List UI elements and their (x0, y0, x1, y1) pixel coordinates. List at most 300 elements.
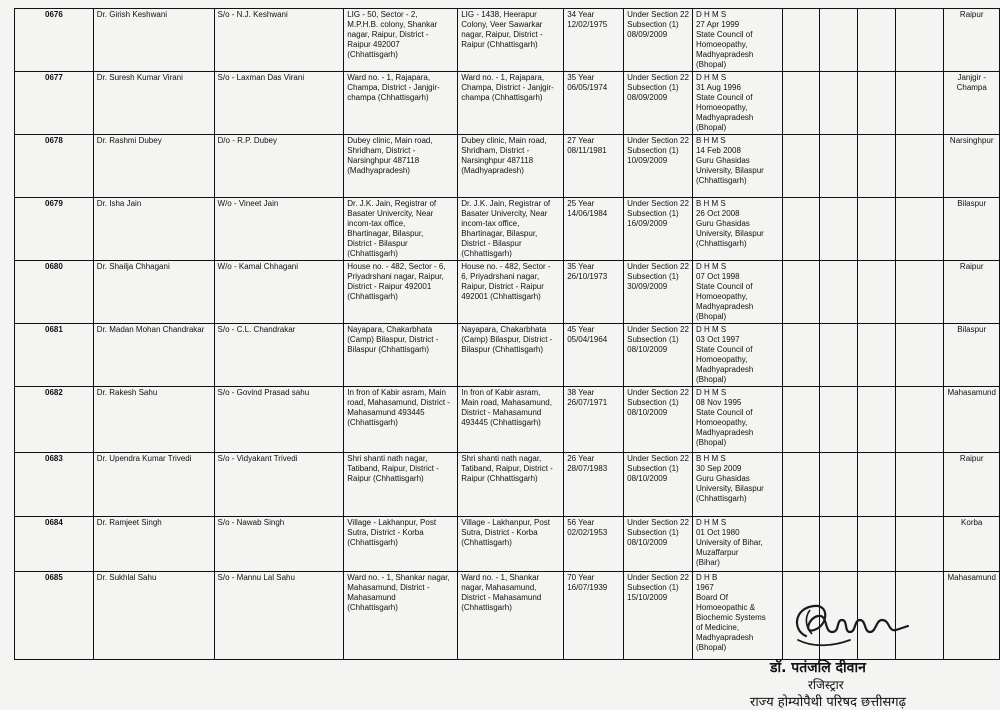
table-row (15, 387, 1000, 453)
address2-cell (458, 261, 564, 324)
blank-cell (782, 261, 819, 324)
address2-cell-line: District - Mahasamund (461, 593, 542, 602)
blank-cell (819, 324, 857, 387)
age-dob-cell-line: 35 Year (567, 73, 595, 82)
section-date-cell-line: Under Section 22 (627, 262, 689, 271)
address2-cell (458, 324, 564, 387)
section-date-cell (624, 9, 693, 72)
relation-cell: W/o - Vineet Jain (214, 198, 344, 261)
relation-cell: S/o - N.J. Keshwani (214, 9, 344, 72)
qualification-cell-line: Homoeopathy, (695, 418, 748, 427)
qualification-cell-line: State Council of (695, 408, 753, 417)
section-date-cell-line: 10/09/2009 (627, 156, 668, 165)
blank-cell (857, 261, 895, 324)
table-row (15, 135, 1000, 198)
age-dob-cell (564, 135, 624, 198)
blank-cell (782, 72, 819, 135)
section-date-cell-line: 30/09/2009 (627, 282, 668, 291)
address2-cell (458, 198, 564, 261)
address-cell-line: (Chhattisgarh) (347, 418, 398, 427)
qualification-cell-line: D H M S (695, 262, 727, 271)
age-dob-cell (564, 72, 624, 135)
reg-number-cell: 0679 (15, 198, 94, 261)
qualification-cell-line: 14 Feb 2008 (695, 146, 741, 155)
address2-cell-line: (Chhattisgarh) (461, 538, 512, 547)
qualification-cell-line: University, Bilaspur (695, 166, 764, 175)
section-date-cell-line: 08/09/2009 (627, 30, 668, 39)
blank-cell (895, 198, 944, 261)
table-body (15, 9, 1000, 660)
qualification-cell-line: University of Bihar, (695, 538, 763, 547)
qualification-cell-line: (Bhopal) (695, 375, 727, 384)
section-date-cell (624, 72, 693, 135)
section-date-cell-line: Subsection (1) (627, 528, 679, 537)
address-cell-line: (Chhattisgarh) (347, 249, 398, 258)
address2-cell-line: Basater Univercity, Near (461, 209, 548, 218)
address2-cell-line: Village - Lakhanpur, Post (461, 518, 551, 527)
qualification-cell (692, 135, 782, 198)
qualification-cell-line: 01 Oct 1980 (695, 528, 740, 537)
registration-table (14, 8, 1000, 660)
qualification-cell (692, 387, 782, 453)
qualification-cell-line: (Chhattisgarh) (695, 494, 747, 503)
age-dob-cell (564, 572, 624, 660)
address-cell-line: Dr. J.K. Jain, Registrar of (347, 199, 437, 208)
section-date-cell-line: Subsection (1) (627, 20, 679, 29)
address2-cell-line: Tatiband, Raipur, District - (461, 464, 553, 473)
section-date-cell-line: Subsection (1) (627, 272, 679, 281)
address2-cell (458, 517, 564, 572)
age-dob-cell-line: 27 Year (567, 136, 595, 145)
doctor-name-cell: Dr. Shailja Chhagani (93, 261, 214, 324)
qualification-cell-line: (Bhopal) (695, 60, 727, 69)
blank-cell (782, 135, 819, 198)
address-cell (344, 453, 458, 517)
reg-number-cell: 0680 (15, 261, 94, 324)
qualification-cell-line: State Council of (695, 93, 753, 102)
section-date-cell-line: Subsection (1) (627, 583, 679, 592)
address-cell-line: Village - Lakhanpur, Post (347, 518, 437, 527)
section-date-cell-line: Subsection (1) (627, 335, 679, 344)
address2-cell-line: Bhartinagar, Bilaspur, (461, 229, 538, 238)
reg-number-cell: 0677 (15, 72, 94, 135)
address2-cell-line: Bilaspur (Chhattisgarh) (461, 345, 544, 354)
section-date-cell-line: Under Section 22 (627, 136, 689, 145)
blank-cell (782, 324, 819, 387)
blank-cell (782, 387, 819, 453)
address2-cell-line: nagar, Mahasamund, (461, 583, 537, 592)
council-name: राज्य होम्योपैथी परिषद छत्तीसगढ़ (750, 695, 906, 710)
qualification-cell-line: (Bhopal) (695, 643, 727, 652)
blank-cell (895, 517, 944, 572)
qualification-cell-line: Biochemic Systems (695, 613, 766, 622)
age-dob-cell-line: 45 Year (567, 325, 595, 334)
registrar-name: डॉ. पतंजलि दीवान (770, 660, 866, 676)
district-cell (944, 198, 1000, 261)
qualification-cell (692, 198, 782, 261)
section-date-cell-line: Subsection (1) (627, 146, 679, 155)
relation-cell: S/o - Nawab Singh (214, 517, 344, 572)
address2-cell-line: Dubey clinic, Main road, (461, 136, 547, 145)
blank-cell (857, 324, 895, 387)
blank-cell (857, 198, 895, 261)
blank-cell (819, 387, 857, 453)
age-dob-cell-line: 38 Year (567, 388, 595, 397)
address2-cell-line: Ward no. - 1, Rajapara, (461, 73, 545, 82)
reg-number-cell: 0685 (15, 572, 94, 660)
address-cell-line: (Madhyapradesh) (347, 166, 410, 175)
qualification-cell-line: (Chhattisgarh) (695, 176, 747, 185)
blank-cell (819, 572, 857, 660)
table-row (15, 72, 1000, 135)
address-cell (344, 261, 458, 324)
blank-cell (895, 387, 944, 453)
qualification-cell-line: 08 Nov 1995 (695, 398, 742, 407)
blank-cell (857, 387, 895, 453)
blank-cell (895, 9, 944, 72)
address2-cell-line: 6, Priyadrshani nagar, (461, 272, 540, 281)
qualification-cell-line: Homoeopathy, (695, 103, 748, 112)
qualification-cell-line: D H M S (695, 73, 727, 82)
section-date-cell-line: 08/10/2009 (627, 408, 668, 417)
district-cell-line: Bilaspur (957, 325, 987, 334)
section-date-cell-line: 08/10/2009 (627, 538, 668, 547)
age-dob-cell-line: 25 Year (567, 199, 595, 208)
age-dob-cell-line: 26/10/1973 (567, 272, 608, 281)
qualification-cell (692, 72, 782, 135)
qualification-cell-line: 31 Aug 1996 (695, 83, 741, 92)
section-date-cell-line: Subsection (1) (627, 83, 679, 92)
qualification-cell (692, 517, 782, 572)
qualification-cell-line: Madhyapradesh (695, 50, 754, 59)
address2-cell-line: Main road, Mahasamund, (461, 398, 552, 407)
age-dob-cell-line: 35 Year (567, 262, 595, 271)
district-cell-line: Mahasamund (947, 573, 996, 582)
blank-cell (857, 135, 895, 198)
age-dob-cell-line: 08/11/1981 (567, 146, 607, 155)
qualification-cell-line: 26 Oct 2008 (695, 209, 740, 218)
address-cell-line: (Chhattisgarh) (347, 50, 398, 59)
address-cell-line: Bhartinagar, Bilaspur, (347, 229, 424, 238)
address-cell-line: House no. - 482, Sector - 6, (347, 262, 446, 271)
district-cell (944, 324, 1000, 387)
qualification-cell-line: of Medicine, (695, 623, 740, 632)
qualification-cell-line: Guru Ghasidas (695, 474, 750, 483)
section-date-cell-line: Under Section 22 (627, 73, 689, 82)
address2-cell (458, 453, 564, 517)
district-cell-line: Raipur (959, 454, 984, 463)
table-row (15, 572, 1000, 660)
blank-cell (895, 572, 944, 660)
blank-cell (895, 261, 944, 324)
address2-cell-line: In fron of Kabir asram, (461, 388, 541, 397)
age-dob-cell-line: 34 Year (567, 10, 595, 19)
section-date-cell (624, 387, 693, 453)
qualification-cell-line: 27 Apr 1999 (695, 20, 740, 29)
address2-cell-line: Raipur (Chhattisgarh) (461, 40, 538, 49)
relation-cell: D/o - R.P. Dubey (214, 135, 344, 198)
address-cell (344, 135, 458, 198)
relation-cell: S/o - Vidyakant Trivedi (214, 453, 344, 517)
address2-cell-line: LIG - 1438, Heerapur (461, 10, 537, 19)
qualification-cell-line: D H M S (695, 388, 727, 397)
reg-number-cell: 0684 (15, 517, 94, 572)
age-dob-cell-line: 14/06/1984 (567, 209, 608, 218)
qualification-cell (692, 572, 782, 660)
qualification-cell-line: Madhyapradesh (695, 365, 754, 374)
qualification-cell-line: Guru Ghasidas (695, 156, 750, 165)
address2-cell-line: Champa, District - Janjgir- (461, 83, 554, 92)
section-date-cell-line: Under Section 22 (627, 199, 689, 208)
address-cell-line: (Camp) Bilaspur, District - (347, 335, 439, 344)
address-cell-line: In fron of Kabir asram, Main (347, 388, 446, 397)
address2-cell (458, 9, 564, 72)
address-cell-line: Sutra, District - Korba (347, 528, 424, 537)
blank-cell (819, 261, 857, 324)
section-date-cell (624, 198, 693, 261)
qualification-cell (692, 9, 782, 72)
qualification-cell-line: (Bhopal) (695, 312, 727, 321)
section-date-cell-line: Under Section 22 (627, 10, 689, 19)
blank-cell (819, 72, 857, 135)
address-cell-line: Basater Univercity, Near (347, 209, 434, 218)
district-cell-line: Raipur (959, 10, 984, 19)
district-cell (944, 135, 1000, 198)
section-date-cell-line: Subsection (1) (627, 398, 679, 407)
qualification-cell-line: B H M S (695, 199, 726, 208)
address2-cell-line: (Madhyapradesh) (461, 166, 524, 175)
age-dob-cell (564, 517, 624, 572)
age-dob-cell (564, 9, 624, 72)
qualification-cell-line: 07 Oct 1998 (695, 272, 740, 281)
section-date-cell-line: Under Section 22 (627, 454, 689, 463)
blank-cell (819, 517, 857, 572)
address-cell-line: Bilaspur (Chhattisgarh) (347, 345, 430, 354)
address-cell-line: LIG - 50, Sector - 2, (347, 10, 418, 19)
table-row (15, 9, 1000, 72)
address-cell-line: Mahasamund, District - (347, 583, 430, 592)
blank-cell (857, 72, 895, 135)
address2-cell-line: 493445 (Chhattisgarh) (461, 418, 541, 427)
qualification-cell (692, 453, 782, 517)
qualification-cell-line: (Bhopal) (695, 438, 727, 447)
address-cell (344, 324, 458, 387)
address-cell-line: Tatiband, Raipur, District - (347, 464, 439, 473)
district-cell-line: Mahasamund (947, 388, 996, 397)
address2-cell (458, 572, 564, 660)
qualification-cell-line: 03 Oct 1997 (695, 335, 740, 344)
qualification-cell-line: D H B (695, 573, 718, 582)
address2-cell-line: nagar, Raipur, District - (461, 30, 543, 39)
address2-cell-line: champa (Chhattisgarh) (461, 93, 543, 102)
address-cell-line: Mahasamund (347, 593, 396, 602)
address-cell-line: champa (Chhattisgarh) (347, 93, 429, 102)
relation-cell: S/o - C.L. Chandrakar (214, 324, 344, 387)
reg-number-cell: 0681 (15, 324, 94, 387)
blank-cell (857, 517, 895, 572)
blank-cell (782, 9, 819, 72)
doctor-name-cell: Dr. Upendra Kumar Trivedi (93, 453, 214, 517)
district-cell (944, 517, 1000, 572)
blank-cell (857, 9, 895, 72)
blank-cell (782, 453, 819, 517)
reg-number-cell: 0676 (15, 9, 94, 72)
reg-number-cell: 0683 (15, 453, 94, 517)
qualification-cell-line: Guru Ghasidas (695, 219, 750, 228)
section-date-cell-line: 16/09/2009 (627, 219, 668, 228)
age-dob-cell-line: 70 Year (567, 573, 595, 582)
section-date-cell-line: 08/10/2009 (627, 345, 668, 354)
district-cell (944, 453, 1000, 517)
reg-number-cell: 0682 (15, 387, 94, 453)
qualification-cell-line: Homoeopathy, (695, 40, 748, 49)
address-cell-line: road, Mahasamund, District - (347, 398, 450, 407)
age-dob-cell-line: 12/02/1975 (567, 20, 608, 29)
address-cell (344, 9, 458, 72)
address-cell-line: District - Raipur 492001 (347, 282, 432, 291)
qualification-cell-line: State Council of (695, 282, 753, 291)
qualification-cell-line: Madhyapradesh (695, 428, 754, 437)
table-row (15, 324, 1000, 387)
address-cell-line: M.P.H.B. colony, Shankar (347, 20, 438, 29)
address2-cell-line: District - Mahasamund (461, 408, 542, 417)
section-date-cell-line: 08/09/2009 (627, 93, 668, 102)
qualification-cell-line: Board Of (695, 593, 728, 602)
qualification-cell-line: (Bihar) (695, 558, 720, 567)
address-cell-line: Narsinghpur 487118 (347, 156, 420, 165)
district-cell-line: Korba (961, 518, 983, 527)
qualification-cell-line: B H M S (695, 454, 726, 463)
address2-cell-line: Dr. J.K. Jain, Registrar of (461, 199, 551, 208)
qualification-cell (692, 324, 782, 387)
registrar-title: रजिस्ट्रार (808, 678, 844, 692)
address-cell-line: Ward no. - 1, Shankar nagar, (347, 573, 450, 582)
address2-cell-line: Shridham, District - (461, 146, 530, 155)
blank-cell (857, 453, 895, 517)
section-date-cell (624, 572, 693, 660)
district-cell-line: Janjgir - (957, 73, 986, 82)
doctor-name-cell: Dr. Rashmi Dubey (93, 135, 214, 198)
age-dob-cell-line: 16/07/1939 (567, 583, 608, 592)
section-date-cell (624, 453, 693, 517)
address-cell-line: Champa, District - Janjgir- (347, 83, 440, 92)
address2-cell-line: (Chhattisgarh) (461, 603, 512, 612)
relation-cell: S/o - Laxman Das Virani (214, 72, 344, 135)
address2-cell-line: incom-tax office, (461, 219, 520, 228)
blank-cell (819, 453, 857, 517)
qualification-cell-line: (Chhattisgarh) (695, 239, 747, 248)
address2-cell (458, 135, 564, 198)
address-cell-line: Ward no. - 1, Rajapara, (347, 73, 431, 82)
qualification-cell-line: 30 Sep 2009 (695, 464, 742, 473)
table-row (15, 453, 1000, 517)
age-dob-cell (564, 387, 624, 453)
address-cell-line: (Chhattisgarh) (347, 603, 398, 612)
section-date-cell (624, 261, 693, 324)
address2-cell-line: Nayapara, Chakarbhata (461, 325, 547, 334)
relation-cell: S/o - Mannu Lal Sahu (214, 572, 344, 660)
qualification-cell-line: Homoeopathy, (695, 292, 748, 301)
address2-cell (458, 72, 564, 135)
section-date-cell-line: 15/10/2009 (627, 593, 668, 602)
address-cell-line: Mahasamund 493445 (347, 408, 425, 417)
section-date-cell-line: 08/10/2009 (627, 474, 668, 483)
age-dob-cell-line: 06/05/1974 (567, 83, 608, 92)
district-cell-line: Raipur (959, 262, 984, 271)
doctor-name-cell: Dr. Sukhlal Sahu (93, 572, 214, 660)
section-date-cell (624, 135, 693, 198)
district-cell-line: Champa (956, 83, 987, 92)
district-cell (944, 387, 1000, 453)
address2-cell (458, 387, 564, 453)
address-cell (344, 198, 458, 261)
age-dob-cell (564, 324, 624, 387)
qualification-cell-line: State Council of (695, 345, 753, 354)
age-dob-cell-line: 26/07/1971 (567, 398, 608, 407)
age-dob-cell-line: 28/07/1983 (567, 464, 608, 473)
district-cell (944, 72, 1000, 135)
qualification-cell-line: Madhyapradesh (695, 633, 754, 642)
address-cell-line: Nayapara, Chakarbhata (347, 325, 433, 334)
address-cell (344, 517, 458, 572)
address-cell-line: District - Bilaspur (347, 239, 408, 248)
qualification-cell-line: B H M S (695, 136, 726, 145)
blank-cell (895, 72, 944, 135)
address-cell (344, 387, 458, 453)
age-dob-cell (564, 261, 624, 324)
blank-cell (819, 9, 857, 72)
address2-cell-line: (Chhattisgarh) (461, 249, 512, 258)
section-date-cell-line: Under Section 22 (627, 518, 689, 527)
district-cell-line: Narsinghpur (949, 136, 994, 145)
section-date-cell-line: Under Section 22 (627, 573, 689, 582)
address-cell-line: (Chhattisgarh) (347, 538, 398, 547)
district-cell-line: Bilaspur (957, 199, 987, 208)
qualification-cell-line: D H M S (695, 325, 727, 334)
district-cell (944, 261, 1000, 324)
section-date-cell-line: Under Section 22 (627, 388, 689, 397)
qualification-cell-line: 1967 (695, 583, 714, 592)
address2-cell-line: House no. - 482, Sector - (461, 262, 551, 271)
address-cell-line: nagar, Raipur, District - (347, 30, 429, 39)
blank-cell (895, 135, 944, 198)
relation-cell: S/o - Govind Prasad sahu (214, 387, 344, 453)
address-cell-line: incom-tax office, (347, 219, 406, 228)
doctor-name-cell: Dr. Madan Mohan Chandrakar (93, 324, 214, 387)
section-date-cell-line: Subsection (1) (627, 464, 679, 473)
district-cell (944, 9, 1000, 72)
address2-cell-line: Narsinghpur 487118 (461, 156, 534, 165)
address2-cell-line: District - Bilaspur (461, 239, 522, 248)
address-cell-line: Shri shanti nath nagar, (347, 454, 428, 463)
qualification-cell-line: Madhyapradesh (695, 113, 754, 122)
qualification-cell-line: Homoeopathic & (695, 603, 756, 612)
qualification-cell-line: (Bhopal) (695, 123, 727, 132)
doctor-name-cell: Dr. Ramjeet Singh (93, 517, 214, 572)
qualification-cell-line: Madhyapradesh (695, 302, 754, 311)
blank-cell (819, 135, 857, 198)
blank-cell (857, 572, 895, 660)
address-cell-line: Raipur 492007 (347, 40, 400, 49)
address-cell-line: Shridham, District - (347, 146, 416, 155)
district-cell (944, 572, 1000, 660)
section-date-cell (624, 517, 693, 572)
address2-cell-line: Raipur (Chhattisgarh) (461, 474, 538, 483)
qualification-cell (692, 261, 782, 324)
qualification-cell-line: University, Bilaspur (695, 484, 764, 493)
age-dob-cell-line: 02/02/1953 (567, 528, 608, 537)
blank-cell (782, 517, 819, 572)
